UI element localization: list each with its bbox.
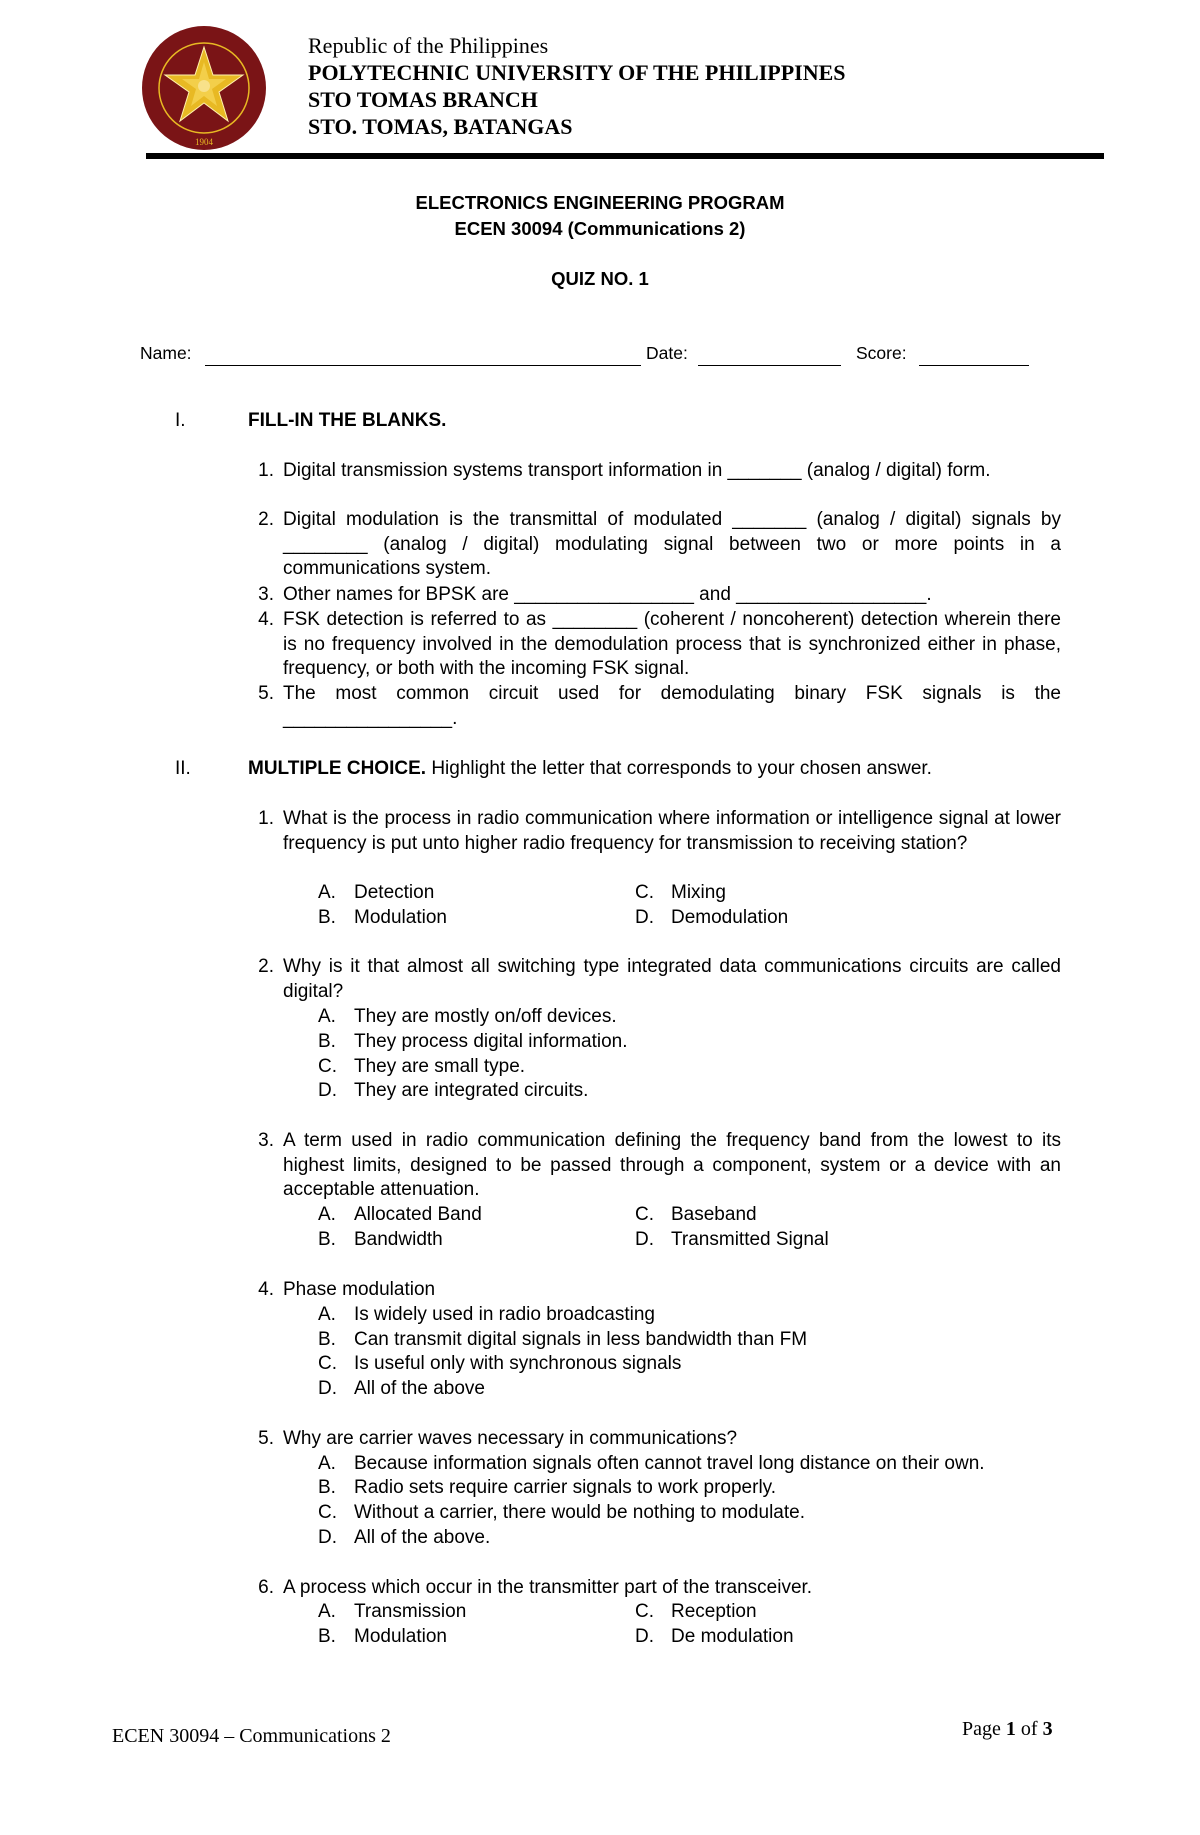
date-field[interactable] bbox=[698, 365, 841, 366]
mc-option[interactable]: C. Mixing bbox=[635, 882, 726, 903]
part2-heading bbox=[248, 758, 932, 780]
header-divider bbox=[146, 153, 1104, 159]
date-label: Date: bbox=[646, 343, 688, 363]
mc-question-number: 3. bbox=[258, 1130, 274, 1151]
mc-option[interactable]: A. Because information signals often cannot travel long distance on their own. bbox=[318, 1453, 985, 1474]
score-label: Score: bbox=[856, 343, 907, 363]
mc-question-number: 4. bbox=[258, 1279, 274, 1300]
mc-option[interactable]: B. They process digital information. bbox=[318, 1031, 628, 1052]
fill-item: FSK detection is referred to as ________ (coherent / noncoherent) detection wherein there is no frequency involved in the demodulation process that is synchronized either in phase, frequency, or both with the incoming FSK signal. bbox=[283, 609, 1061, 680]
footer-course: ECEN 30094 – Communications 2 bbox=[112, 1725, 391, 1747]
mc-option[interactable]: D. All of the above. bbox=[318, 1527, 491, 1548]
name-label: Name: bbox=[140, 343, 192, 363]
header-university: POLYTECHNIC UNIVERSITY OF THE PHILIPPINES bbox=[308, 60, 846, 85]
part2-number: II. bbox=[175, 758, 191, 779]
part1-number: I. bbox=[175, 410, 186, 431]
quiz-title: QUIZ NO. 1 bbox=[551, 268, 649, 289]
score-field[interactable] bbox=[919, 365, 1029, 366]
fill-item: The most common circuit used for demodulating binary FSK signals is the ________________. bbox=[283, 683, 1061, 729]
mc-option[interactable]: D. Demodulation bbox=[635, 907, 789, 928]
mc-question-number: 6. bbox=[258, 1577, 274, 1598]
seal-year: 1904 bbox=[195, 137, 213, 147]
header-republic: Republic of the Philippines bbox=[308, 33, 549, 58]
mc-option[interactable]: B. Radio sets require carrier signals to work properly. bbox=[318, 1477, 777, 1498]
fill-item-number: 2. bbox=[258, 509, 274, 530]
mc-option[interactable]: C. Is useful only with synchronous signals bbox=[318, 1353, 682, 1374]
mc-question: Why are carrier waves necessary in communications? bbox=[283, 1428, 738, 1449]
header-branch: STO TOMAS BRANCH bbox=[308, 87, 538, 112]
mc-question-number: 5. bbox=[258, 1428, 274, 1449]
mc-option[interactable]: B. Bandwidth bbox=[318, 1229, 443, 1250]
mc-option[interactable]: C. Baseband bbox=[635, 1204, 757, 1225]
fill-item: Digital modulation is the transmittal of modulated _______ (analog / digital) signals by ________ (analog / digital) modulating signal between two or more points in a communications system. bbox=[283, 509, 1061, 580]
fill-item-number: 1. bbox=[258, 460, 274, 481]
mc-option[interactable]: C. Without a carrier, there would be nothing to modulate. bbox=[318, 1502, 805, 1523]
fill-item: Digital transmission systems transport information in _______ (analog / digital) form. bbox=[283, 460, 991, 481]
mc-question: What is the process in radio communication where information or intelligence signal at lower frequency is put unto higher radio frequency for transmission to receiving station? bbox=[283, 808, 1061, 854]
course-title: ECEN 30094 (Communications 2) bbox=[454, 218, 746, 239]
mc-question: A term used in radio communication defining the frequency band from the lowest to its highest limits, designed to be passed through a component, system or a device with an acceptable attenuation. bbox=[283, 1130, 1061, 1201]
mc-question-number: 2. bbox=[258, 956, 274, 977]
part1-title: FILL-IN THE BLANKS. bbox=[248, 410, 447, 431]
part2-instruction: Highlight the letter that corresponds to your chosen answer. bbox=[431, 758, 932, 779]
mc-option[interactable]: B. Modulation bbox=[318, 1626, 447, 1647]
mc-option[interactable]: B. Can transmit digital signals in less bandwidth than FM bbox=[318, 1329, 808, 1350]
header-location: STO. TOMAS, BATANGAS bbox=[308, 114, 573, 139]
mc-question: A process which occur in the transmitter part of the transceiver. bbox=[283, 1577, 813, 1598]
university-seal bbox=[140, 24, 268, 152]
mc-option[interactable]: D. They are integrated circuits. bbox=[318, 1080, 589, 1101]
mc-option[interactable]: C. Reception bbox=[635, 1601, 757, 1622]
mc-option[interactable]: A. Is widely used in radio broadcasting bbox=[318, 1304, 656, 1325]
mc-option[interactable]: D. All of the above bbox=[318, 1378, 485, 1399]
part2-title: MULTIPLE CHOICE. bbox=[248, 758, 427, 779]
mc-option[interactable]: D. Transmitted Signal bbox=[635, 1229, 829, 1250]
mc-option[interactable]: D. De modulation bbox=[635, 1626, 794, 1647]
fill-item-number: 5. bbox=[258, 683, 274, 704]
mc-question-number: 1. bbox=[258, 808, 274, 829]
fill-item-number: 4. bbox=[258, 609, 274, 630]
mc-question: Phase modulation bbox=[283, 1279, 436, 1300]
footer-page-number: Page 1 of 3 bbox=[962, 1718, 1053, 1740]
program-title: ELECTRONICS ENGINEERING PROGRAM bbox=[415, 192, 785, 213]
fill-item-number: 3. bbox=[258, 584, 274, 605]
mc-option[interactable]: A. Detection bbox=[318, 882, 435, 903]
mc-option[interactable]: C. They are small type. bbox=[318, 1056, 526, 1077]
mc-option[interactable]: A. They are mostly on/off devices. bbox=[318, 1006, 617, 1027]
fill-item: Other names for BPSK are _________________ and __________________. bbox=[283, 584, 932, 605]
mc-option[interactable]: A. Allocated Band bbox=[318, 1204, 482, 1225]
name-field[interactable] bbox=[205, 365, 641, 366]
mc-question: Why is it that almost all switching type integrated data communications circuits are called digital? bbox=[283, 956, 1061, 1002]
mc-option[interactable]: A. Transmission bbox=[318, 1601, 467, 1622]
mc-option[interactable]: B. Modulation bbox=[318, 907, 447, 928]
